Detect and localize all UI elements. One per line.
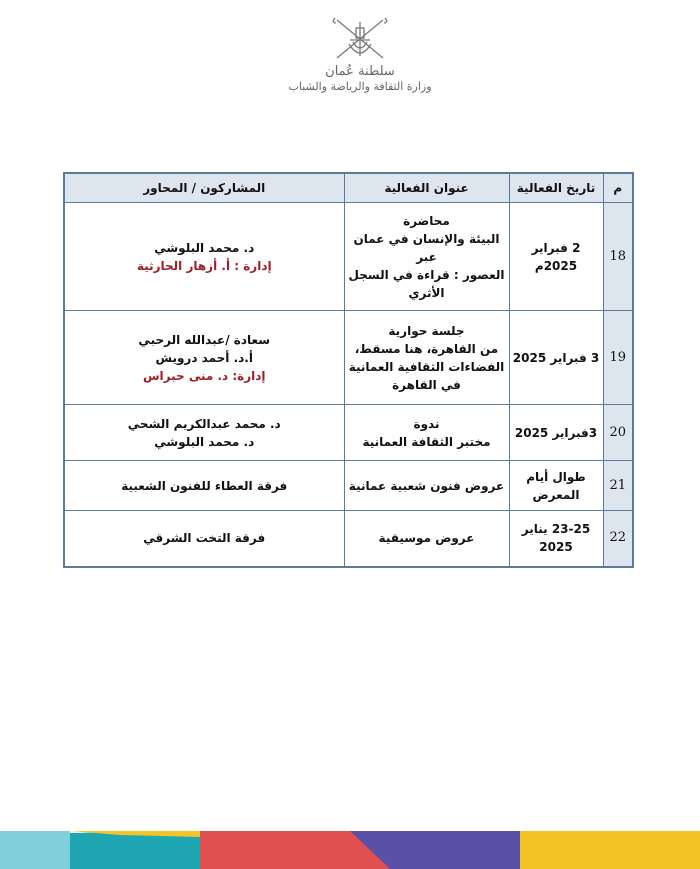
row-title bbox=[344, 405, 509, 461]
participant-name: سعادة /عبدالله الرحبي bbox=[138, 332, 271, 347]
row-date: 23-25 يناير 2025 bbox=[509, 511, 603, 567]
footer-stripe-teal bbox=[70, 831, 200, 869]
moderator-name: إدارة: د. منى حبراس bbox=[142, 368, 266, 383]
row-num: 21 bbox=[603, 461, 633, 511]
title-line: من القاهرة، هنا مسقط، bbox=[354, 341, 499, 356]
title-line: البيئة والإنسان في عمان عبر bbox=[353, 231, 500, 264]
row-num: 20 bbox=[603, 405, 633, 461]
title-line: الأثري bbox=[408, 285, 445, 300]
title-line: محاضرة bbox=[403, 213, 450, 228]
row-participants bbox=[64, 311, 344, 405]
row-date: 3فبراير 2025 bbox=[509, 405, 603, 461]
row-participants bbox=[64, 511, 344, 567]
title-line: مختبر الثقافة العمانية bbox=[362, 434, 491, 449]
participant-name: د. محمد عبدالكريم الشحي bbox=[127, 416, 281, 431]
events-table bbox=[63, 172, 634, 568]
header-country: سلطنة عُمان bbox=[325, 64, 395, 79]
title-line: جلسة حوارية bbox=[388, 323, 465, 338]
oman-emblem-icon bbox=[325, 14, 395, 66]
row-title bbox=[344, 311, 509, 405]
table-header-row bbox=[64, 173, 633, 203]
participant-name: فرقة التخت الشرقي bbox=[143, 531, 266, 546]
title-line: عروض موسيقية bbox=[378, 531, 475, 546]
ministry-header bbox=[280, 14, 440, 104]
participant-name: أ.د. أحمد درويش bbox=[155, 350, 253, 365]
table-row bbox=[64, 203, 633, 311]
row-title bbox=[344, 461, 509, 511]
header-participants: المشاركون / المحاور bbox=[64, 173, 344, 203]
header-title: عنوان الفعالية bbox=[344, 173, 509, 203]
title-line: العصور : قراءة في السجل bbox=[348, 267, 505, 282]
row-participants bbox=[64, 461, 344, 511]
row-date: طوال أيام المعرض bbox=[509, 461, 603, 511]
footer-color-band bbox=[0, 831, 700, 869]
participant-name: فرقة العطاء للفنون الشعبية bbox=[121, 478, 288, 493]
row-participants bbox=[64, 203, 344, 311]
row-title bbox=[344, 511, 509, 567]
events-table-wrapper bbox=[63, 172, 632, 568]
row-title bbox=[344, 203, 509, 311]
table-row bbox=[64, 461, 633, 511]
table-row bbox=[64, 405, 633, 461]
participant-name: د. محمد البلوشي bbox=[154, 240, 255, 255]
title-line: ندوة bbox=[413, 416, 440, 431]
footer-stripe-gold bbox=[520, 831, 700, 869]
moderator-name: إدارة : أ. أزهار الحارثية bbox=[136, 258, 272, 273]
row-num: 22 bbox=[603, 511, 633, 567]
footer-stripe-lightblue bbox=[0, 831, 70, 869]
participant-name: د. محمد البلوشي bbox=[154, 434, 255, 449]
row-date: 3 فبراير 2025 bbox=[509, 311, 603, 405]
header-ministry: وزارة الثقافة والرياضة والشباب bbox=[288, 80, 432, 93]
title-line: الفضاءات الثقافية العمانية bbox=[348, 359, 505, 374]
table-row bbox=[64, 511, 633, 567]
row-num: 19 bbox=[603, 311, 633, 405]
row-participants bbox=[64, 405, 344, 461]
row-num: 18 bbox=[603, 203, 633, 311]
header-num: م bbox=[603, 173, 633, 203]
header-date: تاريخ الفعالية bbox=[509, 173, 603, 203]
row-date: 2 فبراير 2025م bbox=[509, 203, 603, 311]
table-row bbox=[64, 311, 633, 405]
title-line: في القاهرة bbox=[392, 377, 461, 392]
title-line: عروض فنون شعبية عمانية bbox=[348, 478, 505, 493]
